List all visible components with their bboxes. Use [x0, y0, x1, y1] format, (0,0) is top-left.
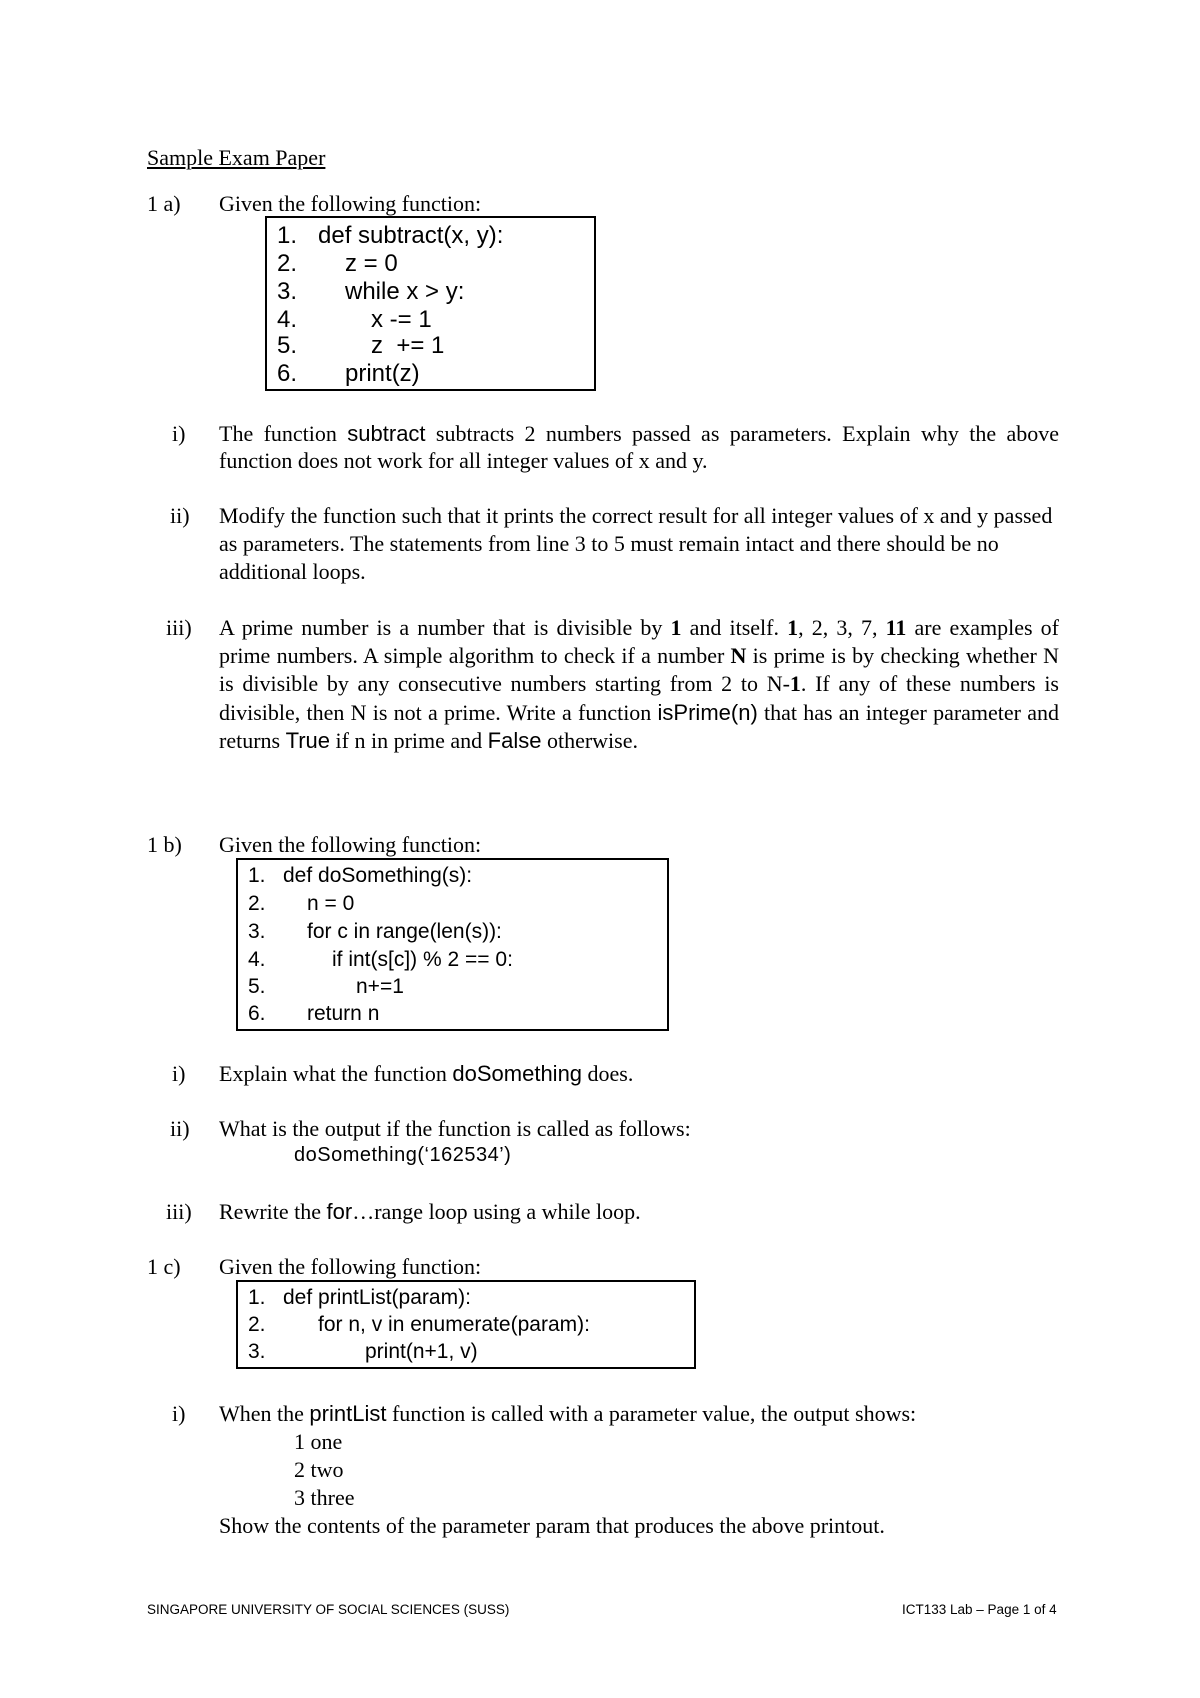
code-line: return n [307, 1002, 380, 1025]
output-line: 2 two [294, 1457, 344, 1482]
code-line-number: 3. [248, 920, 266, 943]
code-line-number: 5. [248, 975, 266, 998]
code-line-number: 1. [277, 222, 298, 249]
text: When the [219, 1401, 310, 1426]
question-1b-part-i [219, 1060, 1059, 1087]
part-label: iii) [166, 1199, 192, 1224]
code-line: def printList(param): [283, 1286, 471, 1309]
inline-code: False [487, 727, 542, 753]
code-line-number: 4. [277, 306, 298, 333]
text: …range loop using a while loop. [352, 1199, 641, 1224]
code-line: for n, v in enumerate(param): [318, 1313, 590, 1336]
text: , 2, 3, 7, [798, 615, 886, 640]
code-line: print(z) [345, 360, 420, 387]
code-box-subtract [265, 216, 596, 391]
code-line: def doSomething(s): [283, 864, 473, 887]
code-line-number: 2. [248, 1313, 266, 1336]
code-line-number: 2. [277, 250, 298, 277]
question-1b-part-iii [219, 1198, 1059, 1225]
question-1c-closing: Show the contents of the parameter param that produces the above printout. [219, 1513, 885, 1538]
text: Explain what the function [219, 1061, 453, 1086]
question-1c-label: 1 c) [147, 1254, 181, 1279]
code-line-number: 4. [248, 948, 266, 971]
inline-code: isPrime(n) [657, 699, 758, 725]
code-line-number: 5. [277, 332, 298, 359]
inline-code: printList [309, 1401, 387, 1426]
part-label: i) [172, 1061, 186, 1086]
part-label: i) [172, 1401, 186, 1426]
function-call: doSomething(‘162534’) [294, 1144, 512, 1166]
question-1c-part-i [219, 1400, 1059, 1427]
question-1b-intro: Given the following function: [219, 832, 482, 857]
bold-text: 1 [787, 615, 799, 640]
text: subtracts 2 numbers passed as parameters. Explain why the above function does not work for all integer values of x and y. [219, 421, 1059, 473]
code-line-number: 2. [248, 892, 266, 915]
bold-text: 1 [670, 615, 682, 640]
code-line: x -= 1 [371, 306, 432, 333]
question-1a-part-iii [219, 614, 1059, 755]
code-line: n = 0 [307, 892, 355, 915]
code-line: while x > y: [345, 278, 465, 305]
bold-text: 1 [789, 671, 801, 697]
text: are examples of prime numbers. A simple algorithm to check if a number [219, 615, 1059, 669]
part-label: i) [172, 421, 186, 446]
code-line-number: 1. [248, 864, 266, 887]
text: if n in prime and [330, 727, 488, 753]
question-1a-part-i [219, 420, 1059, 474]
text: is prime is by checking whether N is divisible by any consecutive numbers starting from 2 to N- [219, 643, 1059, 697]
text: does. [582, 1061, 634, 1086]
code-line: n+=1 [356, 975, 404, 998]
code-line-number: 6. [277, 360, 298, 387]
bold-text: 11 [885, 615, 907, 640]
text: and itself. [681, 615, 788, 640]
question-1a-label: 1 a) [147, 191, 181, 216]
question-1b-part-ii: What is the output if the function is called as follows: [219, 1116, 691, 1141]
code-line: print(n+1, v) [365, 1340, 478, 1363]
inline-code: True [285, 727, 331, 753]
question-1a-part-ii: Modify the function such that it prints the correct result for all integer values of x and y passed as parameters. The statements from line 3 to 5 must remain intact and there should be no additional loops. [219, 503, 1053, 584]
question-1a-intro: Given the following function: [219, 191, 482, 216]
part-label: ii) [170, 1116, 190, 1141]
text: A prime number is a number that is divisible by [219, 615, 671, 640]
text: Rewrite the [219, 1199, 327, 1224]
code-line-number: 3. [248, 1340, 266, 1363]
output-line: 3 three [294, 1485, 355, 1510]
bold-text: N [730, 643, 747, 669]
code-line: for c in range(len(s)): [307, 920, 502, 943]
code-line: z += 1 [371, 332, 445, 359]
footer-institution: SINGAPORE UNIVERSITY OF SOCIAL SCIENCES (SUSS) [147, 1602, 510, 1617]
inline-code: doSomething [452, 1061, 583, 1086]
text: otherwise. [541, 727, 638, 753]
code-box-dosomething [236, 858, 669, 1031]
code-line-number: 1. [248, 1286, 266, 1309]
page-title: Sample Exam Paper [147, 145, 326, 170]
part-label: iii) [166, 615, 192, 640]
question-1b-label: 1 b) [147, 832, 182, 857]
text: function is called with a parameter value, the output shows: [386, 1401, 917, 1426]
code-box-printlist [236, 1280, 696, 1369]
code-line: if int(s[c]) % 2 == 0: [332, 948, 513, 971]
inline-code: subtract [347, 421, 426, 446]
footer-page-number: ICT133 Lab – Page 1 of 4 [902, 1602, 1057, 1617]
text: The function [219, 421, 348, 446]
inline-code: for [326, 1199, 353, 1224]
text: . If any of these numbers is divisible, then N is not a prime. Write a function [219, 671, 1059, 725]
question-1c-intro: Given the following function: [219, 1254, 482, 1279]
code-line-number: 3. [277, 278, 298, 305]
part-label: ii) [170, 503, 190, 528]
output-line: 1 one [294, 1429, 343, 1454]
text: that has an integer parameter and returns [219, 699, 1059, 753]
code-line: z = 0 [345, 250, 398, 277]
code-line: def subtract(x, y): [318, 222, 504, 249]
code-line-number: 6. [248, 1002, 266, 1025]
